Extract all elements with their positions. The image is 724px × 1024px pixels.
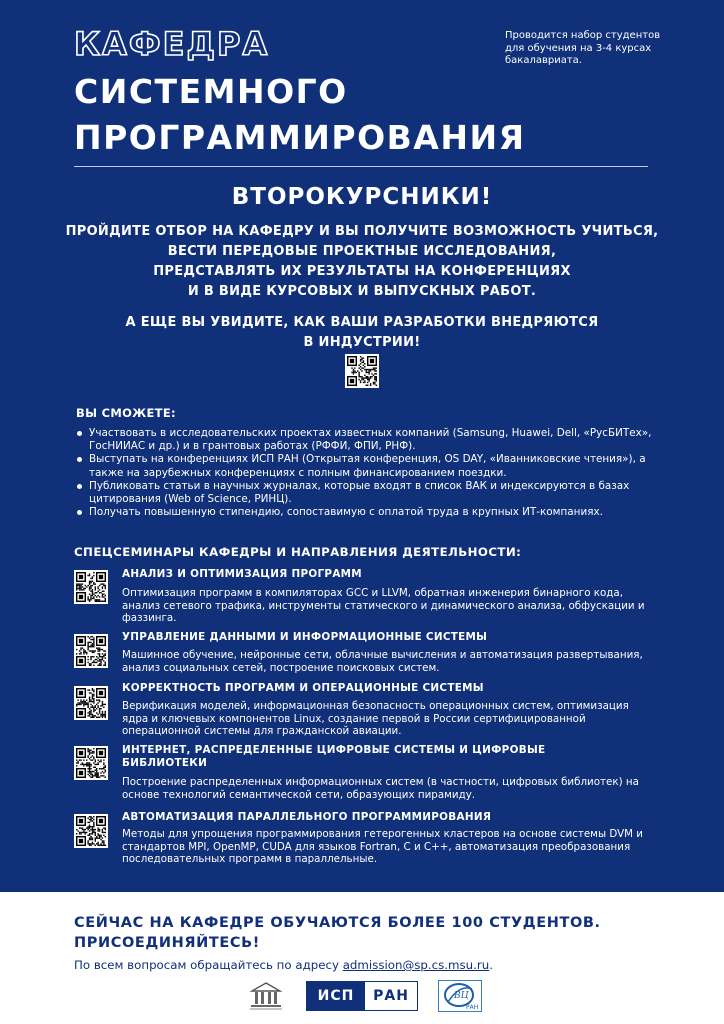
title-line-3: ПРОГРАММИРОВАНИЯ: [74, 118, 526, 157]
abilities-list: [76, 427, 656, 519]
lead-paragraph-2: [30, 313, 694, 353]
logo-vc-text: ВЦ: [454, 991, 469, 1001]
seminar-description: Машинное обучение, нейронные сети, облачные вычисления и автоматизация развертывания, анализ социальных сетей, построение поисковых систем.: [122, 649, 643, 674]
contact-prefix: По всем вопросам обращайтесь по адресу: [74, 958, 343, 972]
vc-ras-logo-icon: [438, 980, 482, 1012]
list-item: Публиковать статьи в научных журналах, которые входят в список ВАК и индексируются в базах цитирования (Web of Science, РИНЦ).: [76, 480, 656, 506]
list-item: Участвовать в исследовательских проектах известных компаний (Samsung, Huawei, Dell, «РусБИТех», ГосНИИАС и др.) и в грантовых работах (РФФИ, ФПИ, РНФ).: [76, 427, 656, 453]
contact-email-link[interactable]: admission@sp.cs.msu.ru: [342, 958, 490, 972]
lead-paragraph-1: [30, 222, 694, 302]
seminar-title: АВТОМАТИЗАЦИЯ ПАРАЛЛЕЛЬНОГО ПРОГРАММИРОВАНИЯ: [122, 811, 492, 823]
qr-code-icon[interactable]: [74, 570, 108, 604]
seminar-title: АНАЛИЗ И ОПТИМИЗАЦИЯ ПРОГРАММ: [122, 568, 362, 580]
lead-line: А ЕЩЕ ВЫ УВИДИТЕ, КАК ВАШИ РАЗРАБОТКИ ВНЕДРЯЮТСЯ: [125, 315, 599, 330]
qr-code-icon[interactable]: [345, 354, 379, 388]
lead-line: И В ВИДЕ КУРСОВЫХ И ВЫПУСКНЫХ РАБОТ.: [187, 284, 537, 299]
list-item: Выступать на конференциях ИСП РАН (Открытая конференция, OS DAY, «Иванниковские чтения»), а также на зарубежных конференциях с полным финансированием поездки.: [76, 453, 656, 479]
footer-line: СЕЙЧАС НА КАФЕДРЕ ОБУЧАЮТСЯ БОЛЕЕ 100 СТУДЕНТОВ.: [74, 915, 601, 931]
msu-cmc-logo-icon: [246, 980, 286, 1012]
footer-line: ПРИСОЕДИНЯЙТЕСЬ!: [74, 935, 260, 951]
qr-code-icon[interactable]: [74, 746, 108, 780]
seminar-title: УПРАВЛЕНИЕ ДАННЫМИ И ИНФОРМАЦИОННЫЕ СИСТЕМЫ: [122, 631, 488, 643]
title-line-1: КАФЕДРА: [74, 25, 270, 63]
seminars-heading: СПЕЦСЕМИНАРЫ КАФЕДРЫ И НАПРАВЛЕНИЯ ДЕЯТЕЛЬНОСТИ:: [74, 545, 522, 559]
seminar-description: Методы для упрощения программирования гетерогенных кластеров на основе системы DVM и стандартов MPI, OpenMP, CUDA для языков Fortran, C и C++, автоматизация преобразования последовательных программ в параллельные.: [122, 828, 643, 866]
seminar-description: Построение распределенных информационных систем (в частности, цифровых библиотек) на основе технологий семантической сети, образующих пирамиду.: [122, 776, 639, 801]
logo-isp-text: ИСП: [307, 982, 365, 1010]
lead-line: ПРОЙДИТЕ ОТБОР НА КАФЕДРУ И ВЫ ПОЛУЧИТЕ ВОЗМОЖНОСТЬ УЧИТЬСЯ,: [65, 224, 659, 239]
abilities-heading: ВЫ СМОЖЕТЕ:: [76, 406, 176, 420]
seminar-title: ИНТЕРНЕТ, РАСПРЕДЕЛЕННЫЕ ЦИФРОВЫЕ СИСТЕМЫ И ЦИФРОВЫЕ БИБЛИОТЕКИ: [122, 744, 546, 769]
qr-code-icon[interactable]: [74, 686, 108, 720]
contact-suffix: .: [489, 958, 493, 972]
contact-line: [74, 958, 493, 972]
recruit-note: Проводится набор студентов для обучения на 3-4 курсах бакалавриата.: [505, 30, 661, 66]
list-item: Получать повышенную стипендию, сопоставимую с оплатой труда в крупных ИТ-компаниях.: [76, 506, 656, 519]
logo-vc-sub-text: РАН: [466, 1004, 479, 1011]
title-line-2: СИСТЕМНОГО: [74, 72, 348, 111]
lead-line: В ИНДУСТРИИ!: [303, 335, 421, 350]
divider: [74, 166, 648, 167]
isp-ras-logo: [306, 981, 418, 1011]
qr-code-icon[interactable]: [74, 634, 108, 668]
lead-line: ПРЕДСТАВЛЯТЬ ИХ РЕЗУЛЬТАТЫ НА КОНФЕРЕНЦИЯХ: [153, 264, 571, 279]
seminar-description: Верификация моделей, информационная безопасность операционных систем, оптимизация ядра и ключевых компонентов Linux, создание первой в России сертифицированной операционной системы для гражданской авиации.: [122, 700, 629, 738]
lead-line: ВЕСТИ ПЕРЕДОВЫЕ ПРОЕКТНЫЕ ИССЛЕДОВАНИЯ,: [167, 244, 557, 259]
logo-ras-text: РАН: [373, 988, 409, 1004]
seminar-title: КОРРЕКТНОСТЬ ПРОГРАММ И ОПЕРАЦИОННЫЕ СИСТЕМЫ: [122, 682, 484, 694]
hero-heading: ВТОРОКУРСНИКИ!: [231, 184, 493, 210]
qr-code-icon[interactable]: [74, 814, 108, 848]
footer-heading: [74, 913, 601, 953]
seminar-description: Оптимизация программ в компиляторах GCC и LLVM, обратная инженерия бинарного кода, анализ сетевого трафика, инструменты статического и динамического анализа, обфускации и фаззинга.: [122, 587, 645, 625]
